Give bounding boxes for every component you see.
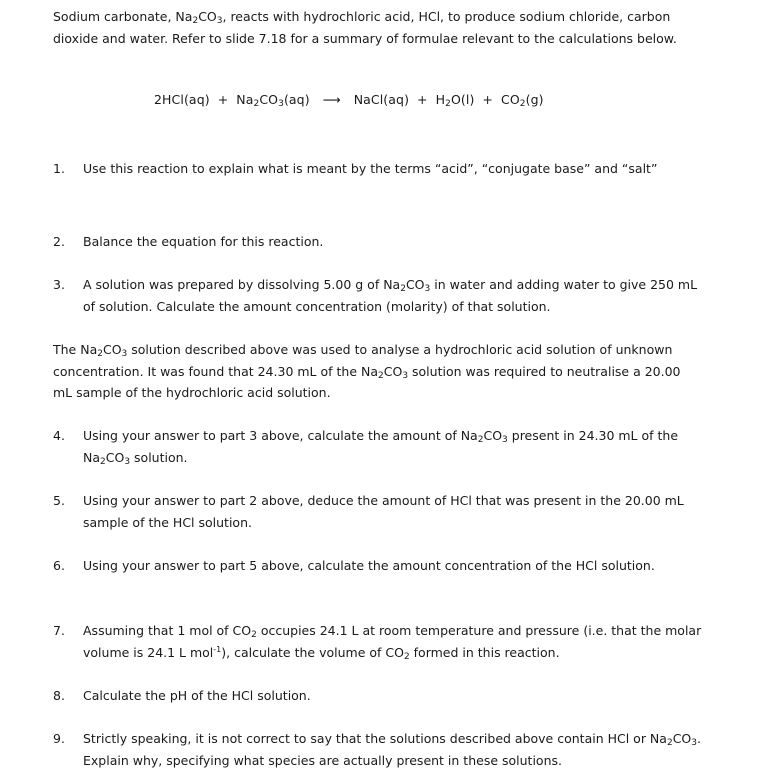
subscript: 2 [400,284,406,294]
question-text: CO [483,428,503,443]
formula-part: (aq) [283,92,310,107]
subscript: 2 [251,630,257,640]
intro-line-2: dioxide and water. Refer to slide 7.18 for a summary of formulae relevant to the calculations below. [53,31,677,46]
equation-plus: + [417,92,428,107]
subscript: 3 [691,738,697,748]
subscript: 2 [100,457,106,467]
intro-text: CO [198,9,217,24]
context-line-1 [53,342,672,358]
question-number-9: 9. [53,731,65,746]
question-7-line-1 [83,623,701,639]
equation-plus: + [482,92,493,107]
question-5-line-2: sample of the HCl solution. [83,515,252,530]
formula-part: O(l) [450,92,475,107]
question-text: volume is 24.1 L mol [83,645,214,660]
subscript: 2 [403,652,410,662]
context-text: solution was required to neutralise a 20.00 [408,364,681,379]
subscript: 3 [424,284,431,294]
subscript: 3 [402,371,409,381]
intro-text: Sodium carbonate, Na [53,9,193,24]
context-line-3: mL sample of the hydrochloric acid solution. [53,385,331,400]
question-8-text: Calculate the pH of the HCl solution. [83,688,311,703]
context-text: concentration. It was found that 24.30 mL of the Na [53,364,378,379]
question-text: CO [672,731,692,746]
formula-part: Na [236,92,254,107]
equation-product-h2o [436,92,475,107]
question-text: Assuming that 1 mol of CO [83,623,252,638]
subscript: 3 [216,16,223,26]
subscript: 3 [278,99,284,109]
question-4-line-2 [83,450,188,466]
subscript: 3 [502,435,508,445]
question-number-7: 7. [53,623,65,638]
context-text: CO [383,364,403,379]
question-number-8: 8. [53,688,65,703]
context-text: The Na [53,342,98,357]
question-text: formed in this reaction. [409,645,560,660]
question-3-line-2: of solution. Calculate the amount concentration (molarity) of that solution. [83,299,551,314]
question-7-line-2 [83,645,560,661]
equation-reactant-na2co3 [236,92,309,107]
question-4-line-1 [83,428,678,444]
question-text: Using your answer to part 3 above, calculate the amount of Na [83,428,478,443]
question-text: A solution was prepared by dissolving 5.00 g of Na [83,277,401,292]
context-line-2 [53,364,681,380]
subscript: 2 [192,16,199,26]
intro-line-1 [53,9,670,25]
equation-product-nacl: NaCl(aq) [353,92,410,107]
question-text: CO [405,277,425,292]
question-text: CO [105,450,125,465]
question-6-text: Using your answer to part 5 above, calculate the amount concentration of the HCl solution. [83,558,655,573]
subscript: 2 [445,99,451,109]
question-text: occupies 24.1 L at room temperature and pressure (i.e. that the molar [256,623,702,638]
subscript: 2 [477,435,484,445]
reaction-arrow-icon: ⟶ [322,92,341,107]
question-9-line-2: Explain why, specifying what species are actually present in these solutions. [83,753,562,768]
question-number-6: 6. [53,558,65,573]
question-text: solution. [130,450,188,465]
question-number-1: 1. [53,161,65,176]
question-9-line-1 [83,731,701,747]
subscript: 3 [121,349,128,359]
question-1-text: Use this reaction to explain what is meant by the terms “acid”, “conjugate base” and “salt” [83,161,658,176]
chemical-equation [154,92,544,108]
question-text: in water and adding water to give 250 mL [430,277,698,292]
intro-text: , reacts with hydrochloric acid, HCl, to produce sodium chloride, carbon [222,9,671,24]
equation-plus: + [217,92,229,107]
question-3-line-1 [83,277,697,293]
question-number-5: 5. [53,493,65,508]
formula-part: CO [501,92,520,107]
equation-product-co2 [501,92,544,107]
question-text: ), calculate the volume of CO [221,645,404,660]
subscript: 3 [124,457,131,467]
subscript: 2 [519,99,526,109]
subscript: 2 [666,738,673,748]
subscript: 2 [378,371,384,381]
formula-part: (g) [525,92,544,107]
question-text: Na [83,450,101,465]
formula-part: CO [259,92,279,107]
question-number-4: 4. [53,428,65,443]
subscript: 2 [97,349,103,359]
context-text: CO [102,342,122,357]
equation-reactant-hcl: 2HCl(aq) [154,92,210,107]
question-text: present in 24.30 mL of the [507,428,679,443]
question-5-line-1: Using your answer to part 2 above, deduce the amount of HCl that was present in the 20.00 mL [83,493,684,508]
question-number-2: 2. [53,234,65,249]
context-text: solution described above was used to analyse a hydrochloric acid solution of unknown [127,342,673,357]
question-2-text: Balance the equation for this reaction. [83,234,324,249]
subscript: 2 [253,99,260,109]
question-text: . [697,731,701,746]
question-text: Strictly speaking, it is not correct to say that the solutions described above contain HCl or Na [83,731,667,746]
superscript: -1 [213,645,222,654]
question-number-3: 3. [53,277,65,292]
formula-part: H [435,92,446,107]
